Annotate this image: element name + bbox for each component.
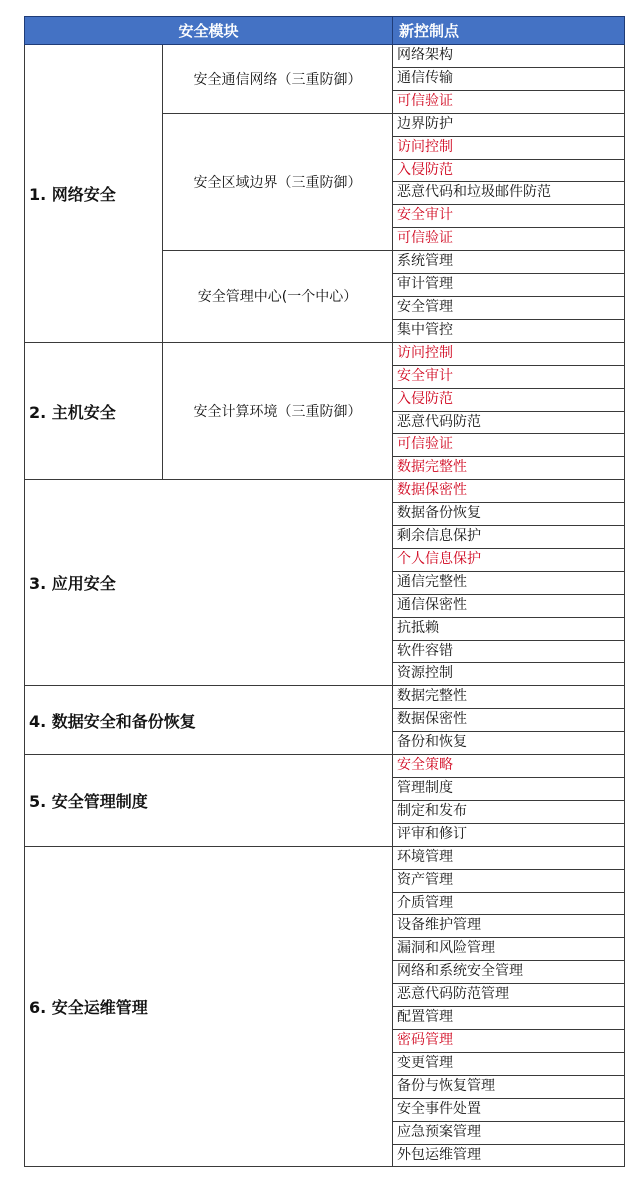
submodule-cell: 安全计算环境（三重防御） (163, 342, 393, 479)
module-cell: 6. 安全运维管理 (25, 846, 393, 1167)
control-point: 资源控制 (393, 663, 625, 686)
module-cell: 3. 应用安全 (25, 480, 393, 686)
control-point: 通信保密性 (393, 594, 625, 617)
control-point: 软件容错 (393, 640, 625, 663)
control-point: 安全管理 (393, 296, 625, 319)
control-point: 外包运维管理 (393, 1144, 625, 1167)
security-controls-table (24, 16, 625, 1167)
control-point: 应急预案管理 (393, 1121, 625, 1144)
control-point: 剩余信息保护 (393, 526, 625, 549)
control-point: 数据备份恢复 (393, 503, 625, 526)
module-cell: 1. 网络安全 (25, 45, 163, 343)
table-row (25, 45, 625, 68)
control-point: 数据保密性 (393, 709, 625, 732)
module-cell: 4. 数据安全和备份恢复 (25, 686, 393, 755)
header-row (25, 17, 625, 45)
control-point: 资产管理 (393, 869, 625, 892)
control-point: 管理制度 (393, 778, 625, 801)
control-point: 环境管理 (393, 846, 625, 869)
control-point: 介质管理 (393, 892, 625, 915)
control-point: 制定和发布 (393, 800, 625, 823)
table-row (25, 755, 625, 778)
control-point: 恶意代码和垃圾邮件防范 (393, 182, 625, 205)
control-point: 系统管理 (393, 251, 625, 274)
control-point: 数据保密性 (393, 480, 625, 503)
control-point: 变更管理 (393, 1052, 625, 1075)
control-point: 备份和恢复 (393, 732, 625, 755)
module-cell: 5. 安全管理制度 (25, 755, 393, 847)
control-point: 数据完整性 (393, 457, 625, 480)
control-point: 通信完整性 (393, 571, 625, 594)
control-point: 入侵防范 (393, 388, 625, 411)
control-point: 可信验证 (393, 228, 625, 251)
control-point: 网络架构 (393, 45, 625, 68)
control-point: 备份与恢复管理 (393, 1075, 625, 1098)
control-point: 数据完整性 (393, 686, 625, 709)
control-point: 漏洞和风险管理 (393, 938, 625, 961)
control-point: 安全审计 (393, 365, 625, 388)
control-point: 密码管理 (393, 1029, 625, 1052)
header-new-control-points: 新控制点 (393, 17, 625, 45)
control-point: 入侵防范 (393, 159, 625, 182)
submodule-cell: 安全区域边界（三重防御） (163, 113, 393, 250)
submodule-cell: 安全管理中心(一个中心） (163, 251, 393, 343)
header-module: 安全模块 (25, 17, 393, 45)
submodule-cell: 安全通信网络（三重防御） (163, 45, 393, 114)
table-row (25, 686, 625, 709)
control-point: 访问控制 (393, 136, 625, 159)
control-point: 通信传输 (393, 67, 625, 90)
table-row (25, 342, 625, 365)
control-point: 可信验证 (393, 90, 625, 113)
control-point: 个人信息保护 (393, 548, 625, 571)
control-point: 安全审计 (393, 205, 625, 228)
control-point: 抗抵赖 (393, 617, 625, 640)
control-point: 边界防护 (393, 113, 625, 136)
control-point: 审计管理 (393, 274, 625, 297)
control-point: 集中管控 (393, 319, 625, 342)
control-point: 安全策略 (393, 755, 625, 778)
control-point: 恶意代码防范 (393, 411, 625, 434)
control-point: 访问控制 (393, 342, 625, 365)
table-row (25, 846, 625, 869)
table-row (25, 480, 625, 503)
control-point: 评审和修订 (393, 823, 625, 846)
control-point: 网络和系统安全管理 (393, 961, 625, 984)
control-point: 设备维护管理 (393, 915, 625, 938)
control-point: 恶意代码防范管理 (393, 984, 625, 1007)
control-point: 可信验证 (393, 434, 625, 457)
control-point: 配置管理 (393, 1007, 625, 1030)
module-cell: 2. 主机安全 (25, 342, 163, 479)
control-point: 安全事件处置 (393, 1098, 625, 1121)
